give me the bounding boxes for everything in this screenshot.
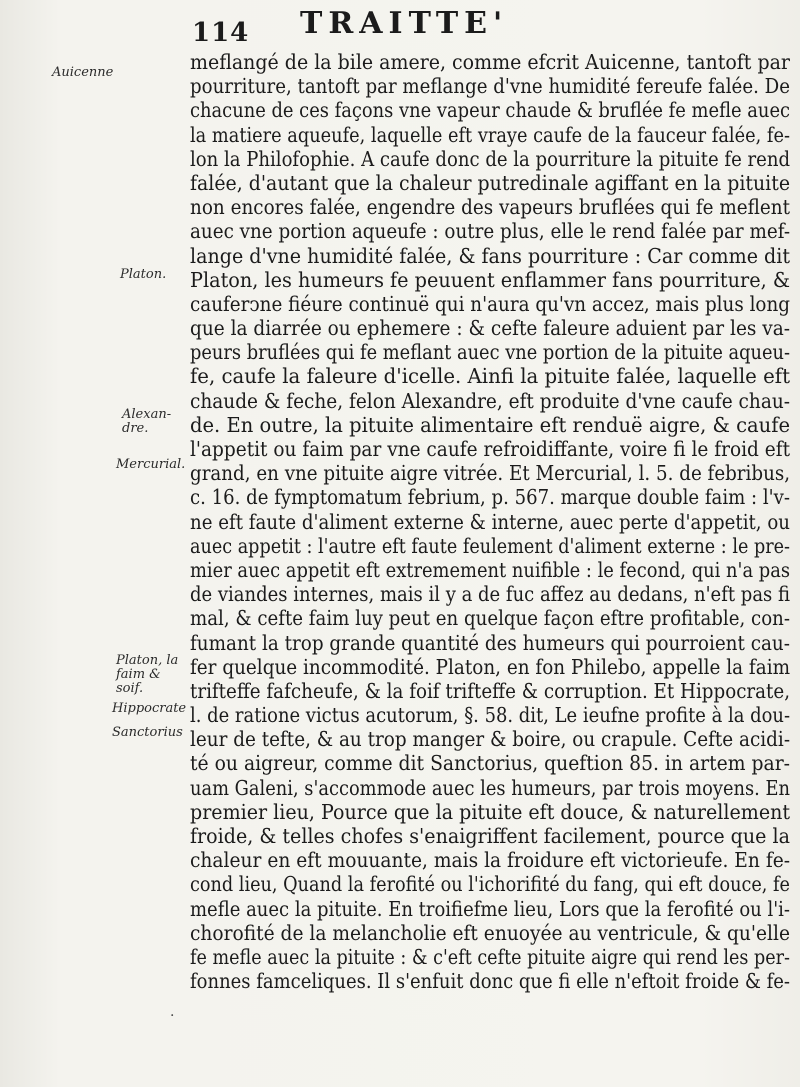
running-title: TRAITTE' — [300, 6, 509, 41]
text-line — [190, 800, 790, 824]
text-line — [190, 582, 790, 606]
text-line — [190, 824, 790, 848]
text-line-content: auec vne portion aqueufe : outre plus, elle le rend falée par mef- — [190, 219, 790, 244]
text-line — [190, 50, 790, 74]
text-line-content: lon la Philofophie. A caufe donc de la pourriture la pituite fe rend — [190, 146, 790, 171]
text-line — [190, 485, 790, 509]
text-line — [190, 98, 790, 122]
text-line — [190, 437, 790, 461]
text-line-content: peurs bruflées qui fe meflant auec vne portion de la pituite aqueu- — [190, 340, 790, 365]
text-line-content: l'appetit ou faim par vne caufe refroidiffante, voire fi le froid eft — [190, 437, 790, 461]
text-line-content: fe, caufe la faleure d'icelle. Ainfi la pituite falée, laquelle eft — [190, 364, 790, 389]
text-line — [190, 848, 790, 872]
text-line — [190, 171, 790, 195]
text-line-content: fer quelque incommodité. Platon, en fon Philebo, appelle la faim — [190, 654, 790, 679]
text-line — [190, 631, 790, 655]
text-line — [190, 655, 790, 679]
text-line-content: fe mefle auec la pituite : & c'eft cefte pituite aigre qui rend les per- — [190, 944, 790, 969]
text-line — [190, 389, 790, 413]
text-line — [190, 123, 790, 147]
text-line — [190, 776, 790, 800]
margin-note-platon: Platon. — [120, 267, 167, 282]
text-line-content: chacune de ces façons vne vapeur chaude & bruflée fe mefle auec — [190, 98, 790, 123]
text-line-content: chaleur en eft mouuante, mais la froidure eft victorieufe. En fe- — [190, 848, 790, 873]
text-line-content: chorofité de la melancholie eft enuoyée au ventricule, & qu'elle — [190, 920, 790, 945]
margin-note-platon-faim: Platon, la faim & soif. — [116, 653, 179, 696]
text-line — [190, 292, 790, 316]
text-line — [190, 751, 790, 775]
text-line — [190, 558, 790, 582]
text-line-content: mefle auec la pituite. En troifiefme lieu, Lors que la ferofité ou l'i- — [190, 896, 790, 921]
text-line-content: l. de ratione victus acutorum, §. 58. dit, Le ieufne profite à la dou- — [190, 703, 790, 728]
text-line — [190, 219, 790, 243]
text-line-content: grand, en vne pituite aigre vitrée. Et Mercurial, l. 5. de febribus, — [190, 461, 790, 486]
text-line-content: c. 16. de fymptomatum febrium, p. 567. marque double faim : l'v- — [190, 485, 790, 510]
text-line-content: falée, d'autant que la chaleur putredinale agiffant en la pituite — [190, 170, 790, 195]
text-line — [190, 244, 790, 268]
margin-blemish: · — [170, 1008, 175, 1024]
text-line — [190, 461, 790, 485]
text-line-content: uam Galeni, s'accommode auec les humeurs, par trois moyens. En — [190, 775, 790, 800]
text-line — [190, 510, 790, 534]
text-line — [190, 872, 790, 896]
text-line — [190, 727, 790, 751]
text-line-content: de viandes internes, mais il y a de fuc affez au dedans, n'eft pas fi — [190, 582, 790, 607]
text-line-content: que la diarrée ou ephemere : & cefte faleure aduient par les va- — [190, 316, 790, 341]
text-line — [190, 945, 790, 969]
text-line-content: mier auec appetit eft extremement nuifible : le fecond, qui n'a pas — [190, 557, 790, 582]
margin-note-alexandre: Alexan- dre. — [122, 407, 172, 436]
margin-note-avicenne: Auicenne — [52, 65, 114, 80]
text-line-content: auec appetit : l'autre eft faute feulement d'aliment externe : le pre- — [190, 533, 790, 558]
text-line-content: premier lieu, Pource que la pituite eft douce, & naturellement — [190, 799, 790, 824]
text-line — [190, 969, 790, 993]
margin-note-sanctorius: Sanctorius — [112, 725, 183, 740]
text-line-content: froide, & telles chofes s'enaigriffent facilement, pource que la — [190, 824, 790, 848]
text-line — [190, 679, 790, 703]
text-line-content: Platon, les humeurs fe peuuent enflammer fans pourriture, & — [190, 267, 790, 292]
text-line — [190, 74, 790, 98]
text-line — [190, 147, 790, 171]
text-line — [190, 316, 790, 340]
page-header — [0, 4, 800, 48]
text-line-content: de. En outre, la pituite alimentaire eft renduë aigre, & caufe — [190, 412, 790, 437]
text-line-content: meflangé de la bile amere, comme efcrit Auicenne, tantoft par — [190, 50, 790, 74]
text-line — [190, 897, 790, 921]
margin-note-mercurial: Mercurial. — [116, 457, 186, 472]
text-line-content: la matiere aqueufe, laquelle eft vraye caufe de la fauceur falée, fe- — [190, 122, 790, 147]
text-line-content: trifteffe fafcheufe, & la foif trifteffe & corruption. Et Hippocrate, — [190, 678, 790, 703]
text-line-content: leur de tefte, & au trop manger & boire, ou crapule. Cefte acidi- — [190, 727, 790, 752]
page-number: 114 — [192, 18, 250, 48]
text-line — [190, 364, 790, 388]
text-line — [190, 268, 790, 292]
text-line-content: fumant la trop grande quantité des humeurs qui pourroient cau- — [190, 630, 790, 655]
margin-note-hippocrate: Hippocrate — [112, 701, 187, 716]
text-line-content: ne eft faute d'aliment externe & interne, auec perte d'appetit, ou — [190, 509, 790, 534]
text-line — [190, 921, 790, 945]
text-line-content: cauferↄne fiéure continuë qui n'aura qu'vn accez, mais plus long — [190, 291, 790, 316]
text-line-content: non encores falée, engendre des vapeurs bruflées qui fe meflent — [190, 195, 790, 220]
text-line-content: lange d'vne humidité falée, & fans pourriture : Car comme dit — [190, 243, 790, 268]
body-text — [190, 50, 790, 993]
text-line-content: pourriture, tantoft par meflange d'vne humidité fereufe falée. De — [190, 74, 790, 99]
text-line — [190, 703, 790, 727]
text-line — [190, 606, 790, 630]
text-line — [190, 413, 790, 437]
text-line-content: mal, & cefte faim luy peut en quelque façon eftre profitable, con- — [190, 606, 790, 631]
text-line — [190, 534, 790, 558]
text-line-content: fonnes famceliques. Il s'enfuit donc que fi elle n'eftoit froide & fe- — [190, 969, 790, 994]
text-line-content: chaude & feche, felon Alexandre, eft produite d'vne caufe chau- — [190, 388, 790, 413]
text-line-content: cond lieu, Quand la ferofité ou l'ichorifité du fang, qui eft douce, fe — [190, 872, 790, 897]
text-line — [190, 195, 790, 219]
text-line-content: té ou aigreur, comme dit Sanctorius, queftion 85. in artem par- — [190, 751, 790, 776]
text-line — [190, 340, 790, 364]
